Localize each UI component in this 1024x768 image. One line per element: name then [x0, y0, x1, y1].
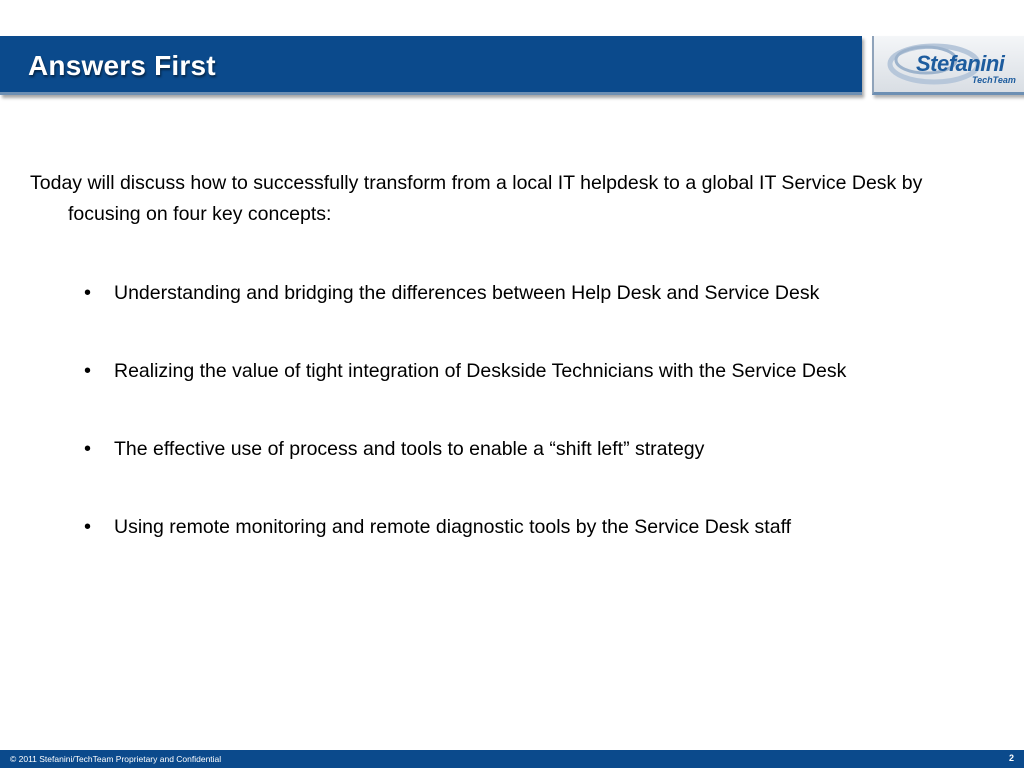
copyright-text: © 2011 Stefanini/TechTeam Proprietary and Confidential: [10, 754, 222, 764]
company-logo: [872, 36, 1024, 95]
bullet-list: [30, 278, 1010, 543]
title-bar: [0, 36, 862, 95]
bullet-text: The effective use of process and tools to enable a “shift left” strategy: [114, 438, 705, 460]
page-number: 2: [1008, 753, 1014, 763]
page-title: Answers First: [28, 50, 216, 81]
footer-bar: [0, 750, 1024, 768]
list-item: [30, 512, 1010, 543]
bullet-icon: •: [84, 360, 92, 382]
bullet-text: Realizing the value of tight integration of Deskside Technicians with the Service Desk: [114, 360, 847, 382]
bullet-icon: •: [84, 516, 92, 538]
bullet-icon: •: [84, 282, 92, 304]
list-item: [30, 278, 1010, 309]
intro-paragraph: Today will discuss how to successfully transform from a local IT helpdesk to a global IT Service Desk by focusing on four key concepts:: [30, 172, 923, 225]
list-item: [30, 434, 1010, 465]
list-item: [30, 356, 1010, 387]
bullet-icon: •: [84, 438, 92, 460]
bullet-text: Using remote monitoring and remote diagnostic tools by the Service Desk staff: [114, 516, 792, 538]
logo-subtext: TechTeam: [972, 75, 1016, 85]
logo-wordmark: Stefanini: [916, 51, 1005, 76]
slide-content: [30, 168, 1010, 590]
bullet-text: Understanding and bridging the differences between Help Desk and Service Desk: [114, 282, 820, 304]
